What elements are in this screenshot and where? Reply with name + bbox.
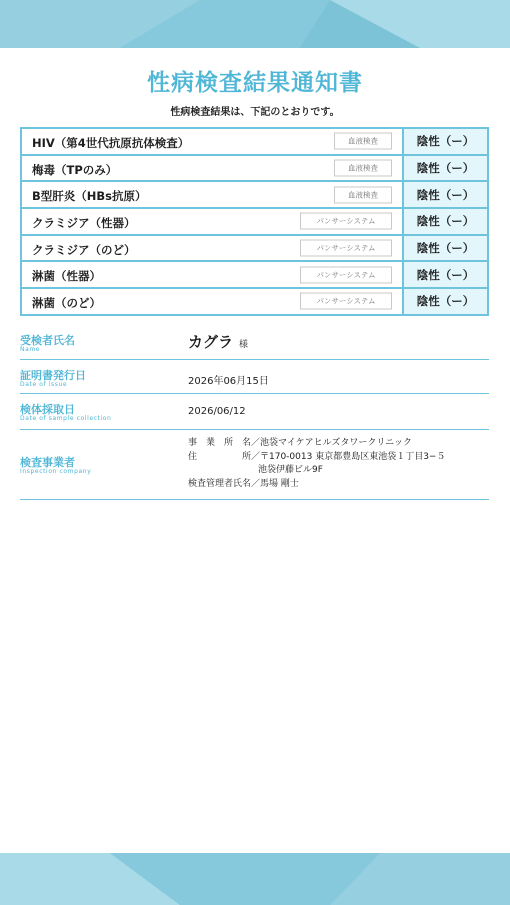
method-badge: パンサーシステム xyxy=(300,240,392,257)
test-name: 梅毒（TPのみ） xyxy=(32,162,118,177)
test-name: HIV（第4世代抗原抗体検査） xyxy=(32,135,190,150)
issue-date-label: 証明書発行日 xyxy=(20,369,86,382)
test-name: 淋菌（性器） xyxy=(32,269,101,284)
collection-date-row xyxy=(20,394,489,430)
page-title: 性病検査結果通知書 xyxy=(147,70,363,96)
collection-date-label: 検体採取日 xyxy=(20,403,75,416)
company-row xyxy=(20,430,489,500)
test-result: 陰性（ー） xyxy=(403,181,488,208)
collection-date-value: 2026/06/12 xyxy=(188,406,246,417)
method-badge: 血液検査 xyxy=(334,160,392,177)
test-result: 陰性（ー） xyxy=(403,155,488,182)
examinee-label: 受検者氏名 xyxy=(20,334,75,347)
company-details xyxy=(188,437,445,491)
test-result: 陰性（ー） xyxy=(403,235,488,262)
result-row-gonorrhea-genital xyxy=(21,261,488,288)
test-result: 陰性（ー） xyxy=(403,288,488,315)
test-name: クラミジア（性器） xyxy=(32,215,136,230)
result-row-hepatitis-b xyxy=(21,181,488,208)
result-row-chlamydia-genital xyxy=(21,208,488,235)
bottom-banner xyxy=(0,853,510,905)
result-row-chlamydia-throat xyxy=(21,235,488,262)
issue-date-row xyxy=(20,360,489,394)
examinee-value xyxy=(188,331,248,352)
test-result: 陰性（ー） xyxy=(403,208,488,235)
issue-date-value: 2026年06月15日 xyxy=(188,376,269,387)
method-badge: 血液検査 xyxy=(334,186,392,203)
method-badge: パンサーシステム xyxy=(300,213,392,230)
method-badge: パンサーシステム xyxy=(300,293,392,310)
results-table xyxy=(20,127,489,316)
method-badge: 血液検査 xyxy=(334,133,392,150)
test-name: B型肝炎（HBs抗原） xyxy=(32,189,147,204)
company-building: 池袋伊藤ビル9F xyxy=(258,465,323,475)
method-badge: パンサーシステム xyxy=(300,266,392,283)
result-row-gonorrhea-throat xyxy=(21,288,488,315)
result-row-hiv xyxy=(21,128,488,155)
issue-date-label-en: Date of issue xyxy=(20,381,68,388)
examinee-name: カグラ xyxy=(188,333,234,351)
examinee-label-en: Name xyxy=(20,346,41,353)
result-row-syphilis xyxy=(21,155,488,182)
top-banner xyxy=(0,0,510,48)
page-subtitle: 性病検査結果は、下記のとおりです。 xyxy=(170,107,340,118)
company-address: 住 所／〒170-0013 東京都豊島区東池袋１丁目3−５ xyxy=(188,451,446,462)
examinee-honorific: 様 xyxy=(239,340,249,350)
examinee-row xyxy=(20,326,489,360)
test-result: 陰性（ー） xyxy=(403,128,488,155)
company-label-en: Inspection company xyxy=(20,468,92,475)
test-name: 淋菌（のど） xyxy=(32,295,101,310)
test-name: クラミジア（のど） xyxy=(32,242,136,257)
company-office-name: 事 業 所 名／池袋マイケアヒルズタワークリニック xyxy=(188,438,412,448)
company-manager: 検査管理者氏名／馬場 剛士 xyxy=(188,478,299,489)
test-result: 陰性（ー） xyxy=(403,261,488,288)
company-label: 検査事業者 xyxy=(20,456,75,469)
collection-date-label-en: Date of sample collection xyxy=(20,415,112,422)
